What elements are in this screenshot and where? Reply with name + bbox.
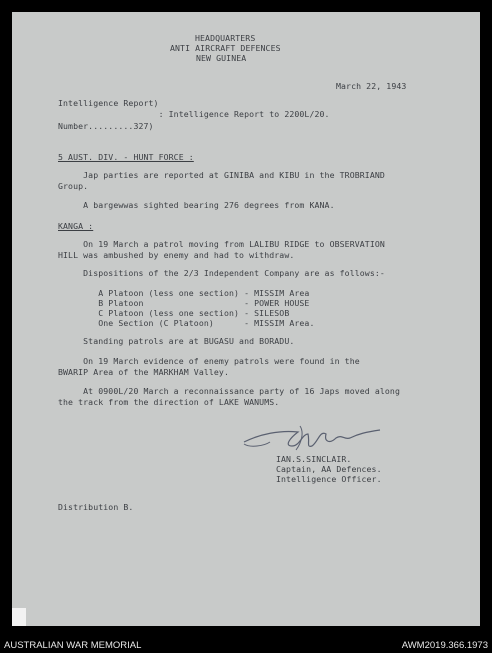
paragraph-line: BWARIP Area of the MARKHAM Valley.: [58, 367, 229, 377]
paragraph-line: the track from the direction of LAKE WANUMS.: [58, 397, 280, 407]
paragraph-line: Group.: [58, 181, 89, 191]
letterhead-line-1: HEADQUARTERS: [195, 33, 256, 43]
signatory-rank: Captain, AA Defences.: [276, 464, 382, 474]
footer-institution: AUSTRALIAN WAR MEMORIAL: [4, 640, 142, 651]
paragraph-line: Dispositions of the 2/3 Independent Company are as follows:-: [58, 268, 385, 278]
disposition-item: One Section (C Platoon) - MISSIM Area.: [58, 318, 315, 328]
distribution-line: Distribution B.: [58, 502, 134, 512]
paragraph-line: On 19 March a patrol moving from LALIBU RIDGE to OBSERVATION: [58, 239, 385, 249]
paragraph-line: At 0900L/20 March a reconnaissance party of 16 Japs moved along: [58, 386, 400, 396]
paragraph-line: On 19 March evidence of enemy patrols were found in the: [58, 356, 360, 366]
letterhead-line-2: ANTI AIRCRAFT DEFENCES: [170, 43, 281, 53]
signatory-title: Intelligence Officer.: [276, 474, 382, 484]
paragraph-line: HILL was ambushed by enemy and had to withdraw.: [58, 250, 295, 260]
paragraph-line: Jap parties are reported at GINIBA and KIBU in the TROBRIAND: [58, 170, 385, 180]
document-page: [12, 12, 480, 626]
section-heading-kanga: KANGA :: [58, 221, 94, 231]
letterhead-line-3: NEW GUINEA: [196, 53, 247, 63]
paragraph-line: Standing patrols are at BUGASU and BORADU.: [58, 336, 295, 346]
document-date: March 22, 1943: [336, 81, 407, 91]
page-corner-tab: [12, 608, 26, 626]
signatory-name: IAN.S.SINCLAIR.: [276, 454, 352, 464]
disposition-item: C Platoon (less one section) - SILESOB: [58, 308, 290, 318]
handwritten-signature: [240, 412, 390, 458]
disposition-item: B Platoon - POWER HOUSE: [58, 298, 310, 308]
paragraph-line: A bargewwas sighted bearing 276 degrees from KANA.: [58, 200, 335, 210]
section-heading-hunt-force: 5 AUST. DIV. - HUNT FORCE :: [58, 152, 194, 162]
reference-line-1: Intelligence Report): [58, 98, 159, 108]
footer-accession-number: AWM2019.366.1973: [401, 640, 488, 651]
footer-bar: [0, 638, 492, 653]
reference-line-2: : Intelligence Report to 2200L/20.: [58, 109, 330, 119]
disposition-item: A Platoon (less one section) - MISSIM Area: [58, 288, 310, 298]
reference-line-3: Number.........327): [58, 121, 154, 131]
